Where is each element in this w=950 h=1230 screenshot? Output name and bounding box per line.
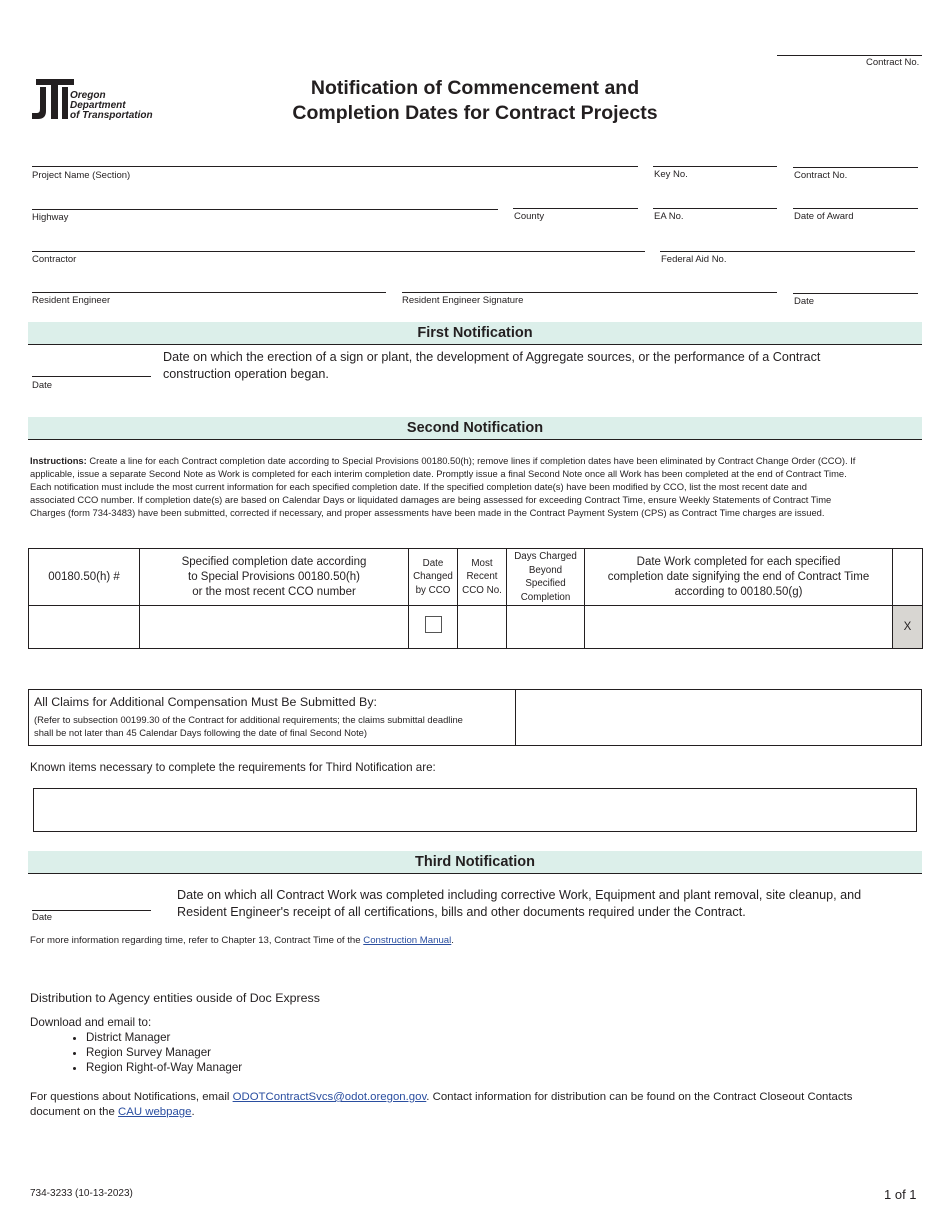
col-header-date-work-completed bbox=[585, 549, 893, 606]
section-number-cell[interactable] bbox=[29, 606, 140, 649]
col2-l1: Specified completion date according bbox=[181, 555, 367, 568]
distribution-heading: Distribution to Agency entities ouside of Doc Express bbox=[30, 991, 320, 1005]
instructions-label: Instructions: bbox=[30, 455, 87, 466]
contract-no-label: Contract No. bbox=[794, 170, 848, 181]
col-header-section: 00180.50(h) # bbox=[29, 549, 140, 606]
col-header-date-changed bbox=[409, 549, 458, 606]
contractor-label: Contractor bbox=[32, 254, 77, 265]
instructions-l2: applicable, issue a separate Second Note as Work is completed for each interim completion date. Promptly issue a final Second Note once all Work has been completed at the end of Contract Time. bbox=[30, 468, 847, 479]
claims-box bbox=[28, 689, 922, 746]
col2-l3: or the most recent CCO number bbox=[192, 585, 356, 598]
instructions-l4: associated CCO number. If completion date(s) are based on Calendar Days or liquidated damages are being assessed for exceeding Contract Time, ensure Weekly Statements of Contract Time bbox=[30, 494, 832, 505]
resident-engineer-label: Resident Engineer bbox=[32, 295, 111, 306]
col-header-days-charged bbox=[507, 549, 585, 606]
more-info-prefix: For more information regarding time, refer to Chapter 13, Contract Time of the bbox=[30, 935, 364, 946]
col4-l1: Most bbox=[471, 557, 493, 569]
claims-note-l2: shall be not later than 45 Calendar Days following the date of final Second Note) bbox=[34, 727, 368, 738]
col6-l3: according to 00180.50(g) bbox=[674, 585, 803, 598]
questions-suffix: . bbox=[191, 1106, 195, 1118]
title-line2: Completion Dates for Contract Projects bbox=[292, 102, 658, 124]
col6-l1: Date Work completed for each specified bbox=[636, 555, 841, 568]
days-charged-cell[interactable] bbox=[507, 606, 585, 649]
table-row bbox=[29, 606, 923, 649]
claims-date-input[interactable] bbox=[516, 690, 921, 745]
list-item: • Region Survey Manager bbox=[86, 1045, 242, 1060]
questions-middle: . Contact information for distribution can be found on the Contract Closeout Contacts bbox=[426, 1091, 853, 1103]
instructions-l1: Create a line for each Contract completion date according to Special Provisions 00180.50(h); remove lines if completion dates have been eliminated by Contract Change Order (CCO). If bbox=[86, 455, 856, 466]
third-desc-line1: Date on which all Contract Work was completed including corrective Work, Equipment and plant removal, site cleanup, and bbox=[177, 888, 862, 902]
first-notification-description bbox=[163, 349, 820, 383]
col4-l2: Recent bbox=[466, 571, 498, 583]
contractor-input[interactable] bbox=[32, 251, 645, 252]
col6-l2: completion date signifying the end of Contract Time bbox=[607, 570, 870, 583]
first-notification-heading: First Notification bbox=[28, 322, 922, 345]
construction-manual-link[interactable]: Construction Manual bbox=[363, 935, 452, 946]
col3-l2: Changed bbox=[413, 571, 453, 583]
logo-line1: Oregon bbox=[70, 90, 106, 101]
instructions-text bbox=[30, 454, 922, 519]
known-items-input[interactable] bbox=[33, 788, 917, 832]
col3-l1: Date bbox=[422, 557, 444, 569]
date-changed-checkbox[interactable] bbox=[425, 616, 442, 633]
list-item: • District Manager bbox=[86, 1030, 242, 1045]
resident-engineer-signature-input[interactable] bbox=[402, 292, 777, 293]
claims-note-l1: (Refer to subsection 00199.30 of the Contract for additional requirements; the claims submittal deadline bbox=[34, 714, 463, 725]
title-line1: Notification of Commencement and bbox=[310, 77, 640, 99]
first-desc-line2: construction operation began. bbox=[163, 367, 329, 381]
first-notification-date-label: Date bbox=[32, 380, 53, 391]
date-of-award-input[interactable] bbox=[793, 208, 918, 209]
header-contract-no-label: Contract No. bbox=[866, 57, 920, 68]
col5-l1: Days Charged bbox=[514, 551, 577, 562]
page-title bbox=[250, 76, 700, 126]
page-number: 1 of 1 bbox=[884, 1187, 917, 1202]
col5-l3: Specified bbox=[525, 578, 566, 589]
third-desc-line2: Resident Engineer's receipt of all certifications, bills and other documents required under the Contract. bbox=[177, 905, 746, 919]
download-label: Download and email to: bbox=[30, 1016, 152, 1029]
questions-text bbox=[30, 1090, 852, 1120]
third-notification-heading: Third Notification bbox=[28, 851, 922, 874]
specified-date-cell[interactable] bbox=[140, 606, 409, 649]
email-link[interactable]: ODOTContractSvcs@odot.oregon.gov bbox=[232, 1091, 427, 1103]
claims-title: All Claims for Additional Compensation Must Be Submitted By: bbox=[34, 695, 377, 709]
highway-label: Highway bbox=[32, 212, 69, 223]
questions-prefix: For questions about Notifications, email bbox=[30, 1091, 233, 1103]
instructions-l5: Charges (form 734-3483) have been submitted, corrected if necessary, and proper assessments have been made in the Contract Payment System (CPS) as Contract Time charges are issued. bbox=[30, 507, 825, 518]
more-info-text bbox=[30, 935, 454, 946]
county-label: County bbox=[514, 211, 545, 222]
date-of-award-label: Date of Award bbox=[794, 211, 854, 222]
col3-l3: by CCO bbox=[415, 584, 451, 596]
signature-date-input[interactable] bbox=[793, 293, 918, 294]
header-contract-no-line[interactable] bbox=[777, 55, 922, 56]
federal-aid-no-input[interactable] bbox=[660, 251, 915, 252]
ea-no-input[interactable] bbox=[653, 208, 777, 209]
instructions-l3: Each notification must include the most current information for each specified completion date. If the specified completion date(s) have been modified by CCO, list the most recent date and bbox=[30, 481, 807, 492]
highway-input[interactable] bbox=[32, 209, 498, 210]
col-header-specified-date bbox=[140, 549, 409, 606]
signature-date-label: Date bbox=[794, 296, 815, 307]
key-no-input[interactable] bbox=[653, 166, 777, 167]
list-item: • Region Right-of-Way Manager bbox=[86, 1060, 242, 1075]
cau-webpage-link[interactable]: CAU webpage bbox=[118, 1106, 192, 1118]
logo-line2: Department bbox=[70, 100, 126, 111]
questions-line2-prefix: document on the bbox=[30, 1106, 119, 1118]
odot-logo-icon bbox=[28, 77, 76, 121]
completion-dates-table bbox=[28, 548, 923, 649]
odot-logo bbox=[28, 77, 178, 123]
federal-aid-no-label: Federal Aid No. bbox=[661, 254, 727, 265]
col-header-most-recent-cco bbox=[458, 549, 507, 606]
contract-no-input[interactable] bbox=[793, 167, 918, 168]
logo-line3: of Transportation bbox=[70, 110, 153, 121]
more-info-suffix: . bbox=[451, 935, 454, 946]
col5-l4: Completion bbox=[520, 591, 571, 603]
form-number: 734-3233 (10-13-2023) bbox=[30, 1188, 133, 1199]
key-no-label: Key No. bbox=[654, 169, 688, 180]
resident-engineer-signature-label: Resident Engineer Signature bbox=[402, 295, 524, 306]
second-notification-heading: Second Notification bbox=[28, 417, 922, 440]
col5-l2: Beyond bbox=[528, 564, 563, 576]
table-header-row bbox=[29, 549, 923, 606]
resident-engineer-input[interactable] bbox=[32, 292, 386, 293]
ea-no-label: EA No. bbox=[654, 211, 684, 222]
project-name-label: Project Name (Section) bbox=[32, 170, 131, 181]
first-desc-line1: Date on which the erection of a sign or plant, the development of Aggregate sources, or the performance of a Contract bbox=[163, 350, 821, 364]
col-header-blank bbox=[893, 549, 923, 606]
claims-label-cell bbox=[29, 690, 516, 745]
recipients-list bbox=[54, 1030, 242, 1075]
project-name-input[interactable] bbox=[32, 166, 638, 167]
remove-row-button[interactable]: X bbox=[893, 606, 923, 649]
county-input[interactable] bbox=[513, 208, 638, 209]
known-items-label: Known items necessary to complete the requirements for Third Notification are: bbox=[30, 761, 436, 774]
date-changed-cell bbox=[409, 606, 458, 649]
first-notification-date-input[interactable] bbox=[32, 376, 151, 377]
col4-l3: CCO No. bbox=[462, 584, 502, 596]
col2-l2: to Special Provisions 00180.50(h) bbox=[188, 570, 360, 583]
most-recent-cco-cell[interactable] bbox=[458, 606, 507, 649]
date-work-completed-cell[interactable] bbox=[585, 606, 893, 649]
third-notification-description bbox=[177, 887, 861, 921]
third-notification-date-label: Date bbox=[32, 912, 53, 923]
third-notification-date-input[interactable] bbox=[32, 910, 151, 911]
claims-note bbox=[34, 713, 463, 739]
